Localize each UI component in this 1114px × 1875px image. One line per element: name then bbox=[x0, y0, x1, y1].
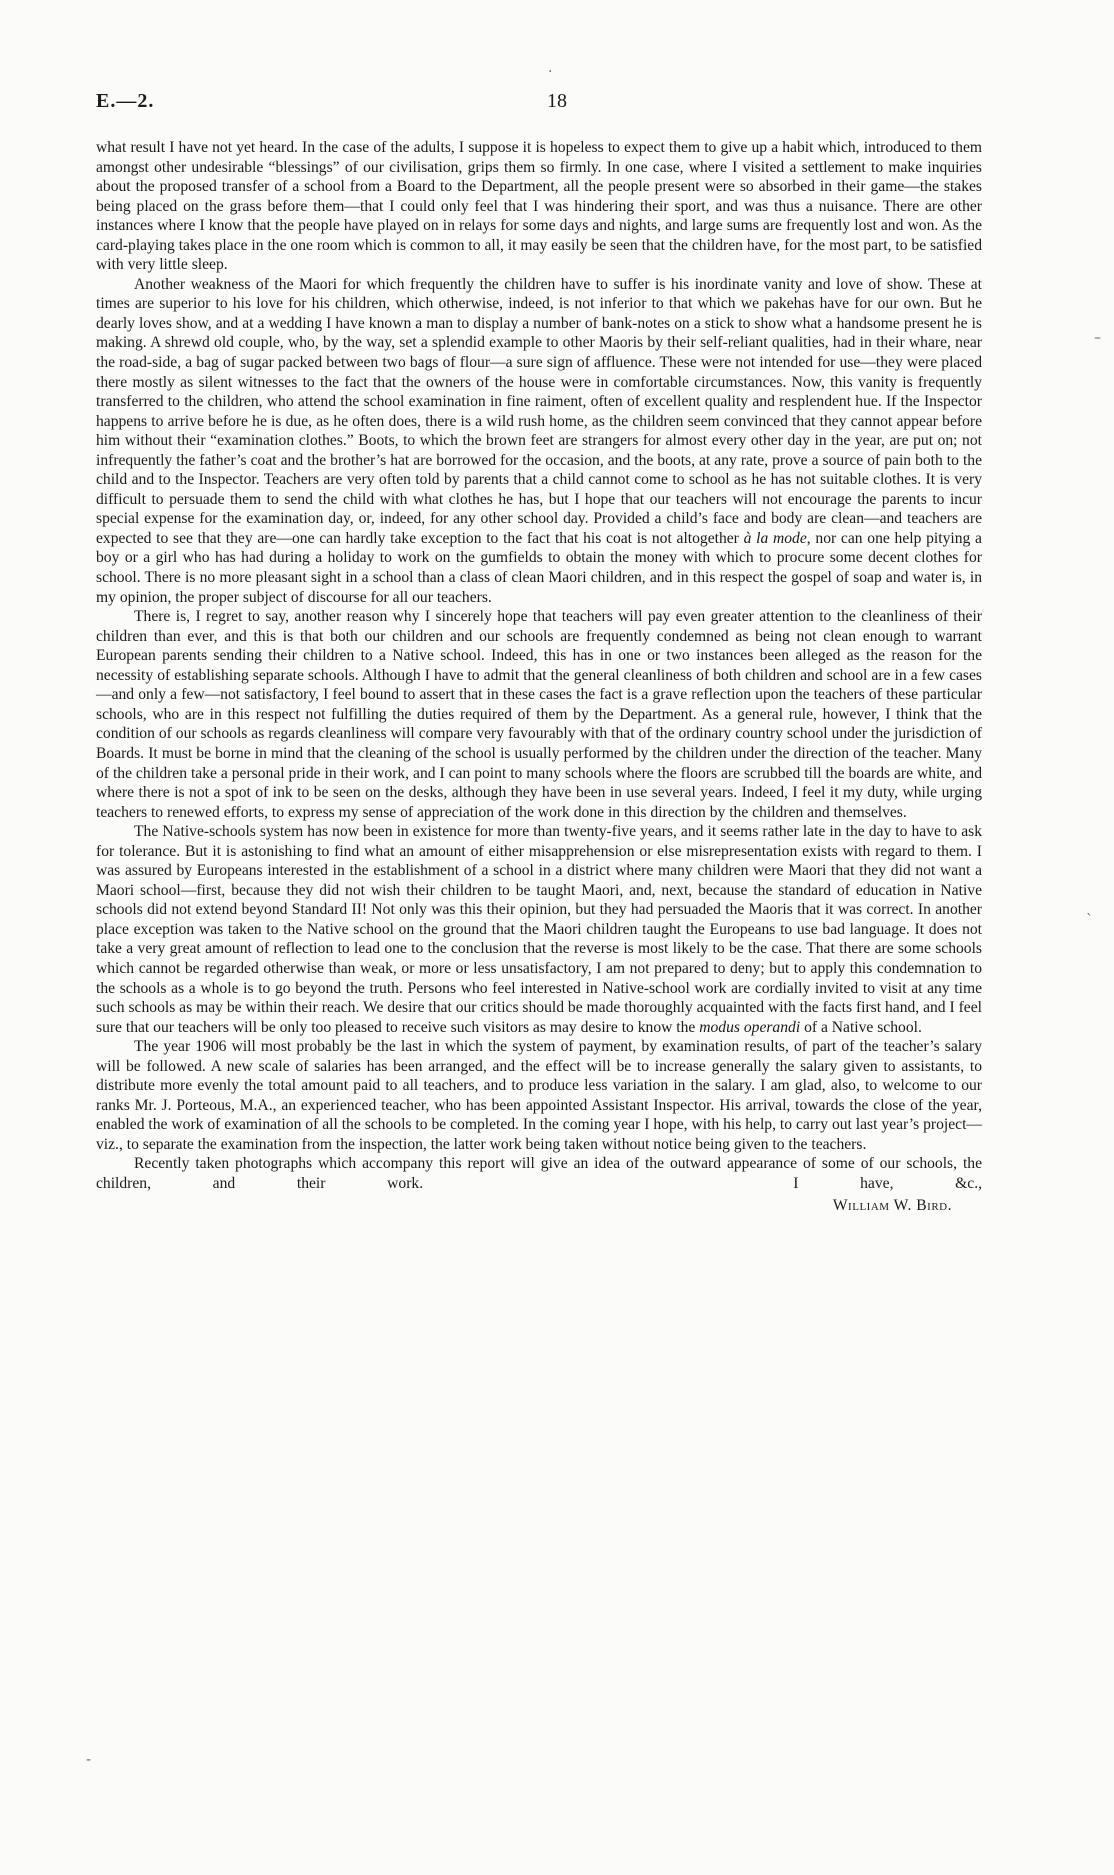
signature: William W. Bird. bbox=[832, 1196, 952, 1214]
italic-phrase: à la mode bbox=[743, 529, 807, 547]
salutation: I have, &c., bbox=[793, 1174, 983, 1192]
document-reference: E.—2. bbox=[96, 90, 155, 112]
italic-phrase: modus operandi bbox=[699, 1018, 801, 1036]
paragraph-system-text: The Native-schools system has now been in existence for more than twenty-five years, and it seems rather late in the day to have to ask for tolerance. But it is astonishing to find what an amount of either misapprehension or else misrepresentation exists with regard to them. I was assured by Europeans interested in the establishment of a school in a district where many children were Maori that they did not want a Maori school—first, because they did not wish their children to be taught Maori, and, next, because the standard of education in Native schools did not extend beyond Standard II! Not only was this their opinion, but they had persuaded the Maoris that it was correct. In another place exception was taken to the Native school on the ground that the Maori children taught the Europeans to use bad language. It does not take a very great amount of reflection to lead one to the conclusion that the reverse is most likely to be the case. That there are some schools which cannot be regarded otherwise than weak, or more or less unsatisfactory, I am not prepared to deny; but to apply this condemnation to the schools as a whole is to go beyond the truth. Persons who feel interested in Native-school work are cordially invited to visit at any time such schools as may be within their reach. We desire that our critics should be made thoroughly acquainted with the facts first hand, and I feel sure that our teachers will be only too pleased to receive such visitors as may desire to know the bbox=[96, 823, 982, 1036]
paragraph-vanity bbox=[96, 275, 982, 607]
paragraph-system-tail: of a Native school. bbox=[800, 1018, 922, 1036]
margin-mark: - bbox=[86, 1752, 92, 1768]
paragraph-vanity-tail: , nor can one help pitying a boy or a girl who has had during a holiday to work on the gumfields to obtain the money with which to procure some decent clothes for school. There is no more pleasant sight in a school than a class of clean Maori children, and in this respect the gospel of soap and water is, in my opinion, the proper subject of discourse for all our teachers. bbox=[96, 529, 982, 606]
margin-mark: ˎ bbox=[1086, 900, 1093, 916]
paragraph-photographs-text: Recently taken photographs which accompany this report will give an idea of the outward appearance of some of our schools, the children, and their work. bbox=[96, 1155, 982, 1192]
margin-mark: · bbox=[548, 64, 553, 80]
paragraph-vanity-text: Another weakness of the Maori for which frequently the children have to suffer is his inordinate vanity and love of show. These at times are superior to his love for his children, which otherwise, indeed, is not inferior to that which we pakehas have for our own. But he dearly loves show, and at a wedding I have known a man to display a number of bank-notes on a stick to show what a handsome present he is making. A shrewd old couple, who, by the way, set a splendid example to other Maoris by their self-reliant qualities, had in their whare, near the road-side, a bag of sugar packed between two bags of flour—a sure sign of affluence. These were not intended for use—they were placed there mostly as silent witnesses to the fact that the owners of the house were in comfortable circumstances. Now, this vanity is frequently transferred to the children, who attend the school examination in fine raiment, often of excellent quality and resplendent hue. If the Inspector happens to arrive before he is due, as he often does, there is a wild rush home, as the children seem convinced that they cannot appear before him without their “examination clothes.” Boots, to which the brown feet are strangers for almost every other day in the year, are put on; not infrequently the father’s coat and the brother’s hat are borrowed for the occasion, and the boots, at any rate, prove a source of pain both to the child and to the Inspector. Teachers are very often told by parents that a child cannot come to school as he has not suitable clothes. It is very difficult to persuade them to send the child with what clothes he has, but I hope that our teachers will not encourage the parents to incur special expense for the examination day, or, indeed, for any other school day. Provided a child’s face and body are clean—and teachers are expected to see that they are—one can hardly take exception to the fact that his coat is not altogether bbox=[96, 275, 982, 547]
paragraph-native-schools-system bbox=[96, 822, 982, 1037]
paragraph-card-playing: what result I have not yet heard. In the case of the adults, I suppose it is hopeless to expect them to give up a habit which, introduced to them amongst other undesirable “blessings” of our civilisation, grips them so firmly. In one case, where I visited a settlement to make inquiries about the proposed transfer of a school from a Board to the Department, all the people present were so absorbed in their game—the stakes being placed on the grass before them—that I could only feel that I was hindering their sport, and was thus a nuisance. There are other instances where I know that the people have played on in relays for some days and nights, and large sums are frequently lost and won. As the card-playing takes place in the one room which is common to all, it may easily be seen that the children have, for the most part, to be satisfied with very little sleep. bbox=[96, 139, 982, 274]
page-number: 18 bbox=[547, 90, 567, 112]
report-body bbox=[96, 138, 982, 1215]
page-header bbox=[96, 90, 1018, 120]
margin-mark: – bbox=[1094, 330, 1101, 346]
paragraph-cleanliness: There is, I regret to say, another reason why I sincerely hope that teachers will pay even greater attention to the cleanliness of their children than ever, and this is that both our children and our schools are frequently condemned as being not clean enough to warrant European parents sending their children to a Native school. Indeed, this has in one or two instances been alleged as the reason for the necessity of establishing separate schools. Although I have to admit that the general cleanliness of both children and school are in a few cases—and only a few—not satisfactory, I feel bound to assert that in these cases the fact is a grave reflection upon the teachers of these particular schools, who are in this respect not fulfilling the duties required of them by the Department. As a general rule, however, I think that the condition of our schools as regards cleanliness will compare very favourably with that of the ordinary country school under the jurisdiction of Boards. It must be borne in mind that the cleaning of the school is usually performed by the children under the direction of the teacher. Many of the children take a personal pride in their work, and I can point to many schools where the floors are scrubbed till the boards are white, and where there is not a spot of ink to be seen on the desks, although they have been in use several years. Indeed, I feel it my duty, while urging teachers to renewed efforts, to express my sense of appreciation of the work done in this direction by the children and themselves. bbox=[96, 608, 982, 821]
paragraph-salaries: The year 1906 will most probably be the last in which the system of payment, by examination results, of part of the teacher’s salary will be followed. A new scale of salaries has been arranged, and the effect will be to increase generally the salary given to assistants, to distribute more evenly the total amount paid to all teachers, and to produce less variation in the salary. I am glad, also, to welcome to our ranks Mr. J. Porteous, M.A., an experienced teacher, who has been appointed Assistant Inspector. His arrival, towards the close of the year, enabled the work of examination of all the schools to be completed. In the coming year I hope, with his help, to carry out last year’s project—viz., to separate the examination from the inspection, the latter work being taken without notice being given to the teachers. bbox=[96, 1038, 982, 1153]
paragraph-photographs bbox=[96, 1154, 982, 1193]
